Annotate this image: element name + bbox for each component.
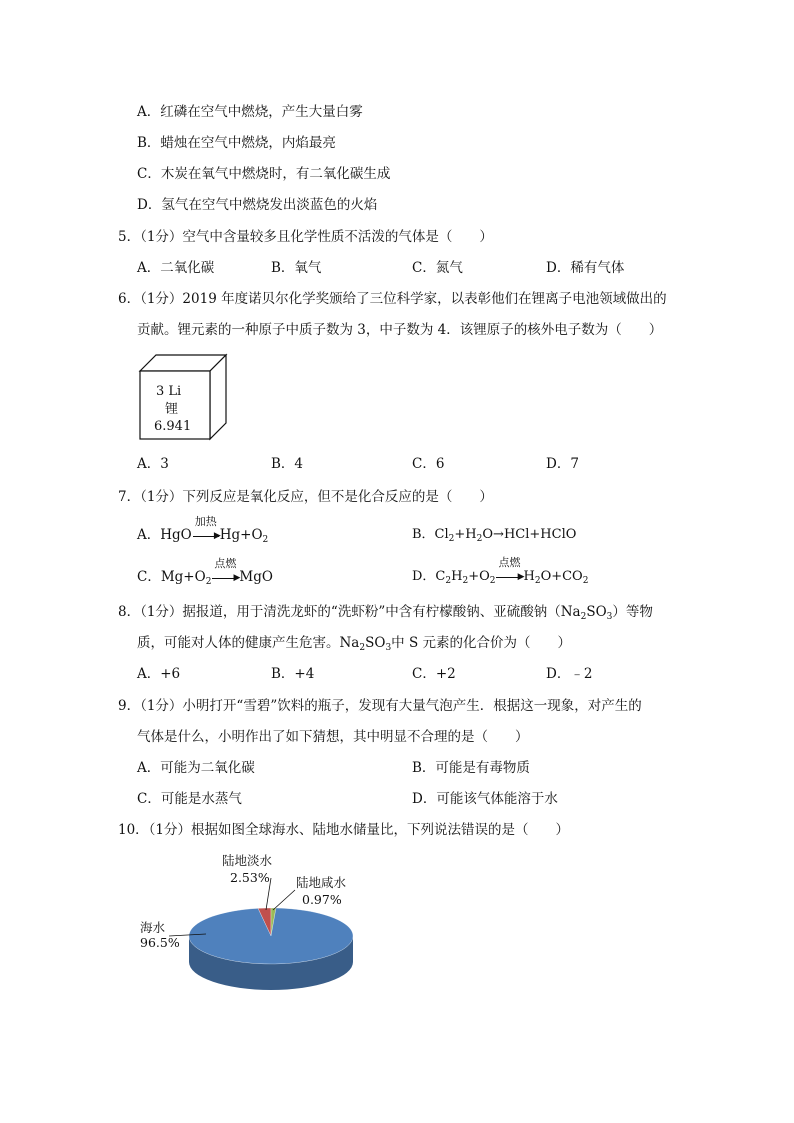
q8-option-a: A．+6 <box>137 666 181 682</box>
subscript: 2 <box>205 577 212 587</box>
subscript: 2 <box>445 576 452 586</box>
q9-option-d: D．可能该气体能溶于水 <box>412 791 558 807</box>
q7-d-text: H <box>523 569 535 584</box>
q7-b-text: B．Cl <box>412 527 449 542</box>
q8-stem-line2 <box>137 633 571 658</box>
subscript: 2 <box>476 534 483 544</box>
q6-option-a: A．3 <box>137 456 169 472</box>
arrow-icon: → <box>493 527 504 542</box>
q8-text: 中 S 元素的化合价为（ ） <box>391 635 572 651</box>
subscript: 2 <box>534 576 541 586</box>
q8-text: SO <box>586 604 607 620</box>
q8-text: ）等物 <box>612 604 653 620</box>
q8-text: SO <box>365 635 386 651</box>
q7-b-text: +H <box>454 527 477 542</box>
reaction-arrow: 点燃 ▶ <box>214 556 241 583</box>
q7-d-text: D．C <box>412 569 446 584</box>
subscript: 2 <box>262 535 269 545</box>
q6-option-b: B．4 <box>271 456 304 472</box>
q7-a-reactant: A．HgO <box>137 527 192 543</box>
q5-option-d: D．稀有气体 <box>546 260 625 276</box>
q6-option-c: C．6 <box>412 456 445 472</box>
q7-d-text: H <box>451 569 463 584</box>
label-sea-value: 96.5% <box>140 935 180 950</box>
q5-option-a: A．二氧化碳 <box>137 260 215 276</box>
subscript: 2 <box>462 576 469 586</box>
q8-text: 8．（1分）据报道，用于清洗龙虾的“洗虾粉”中含有柠檬酸钠、亚硫酸钠（Na <box>118 604 581 620</box>
leader-line-salt <box>273 890 295 910</box>
q7-a-product: Hg+O <box>219 527 263 543</box>
subscript: 2 <box>489 576 496 586</box>
q7-stem: 7．（1分）下列反应是氧化反应，但不是化合反应的是（ ） <box>118 489 493 505</box>
q8-text: 质，可能对人体的健康产生危害。Na <box>137 635 360 651</box>
q6-stem-line2: 贡献。锂元素的一种原子中质子数为 3，中子数为 4．该锂原子的核外电子数为（ ） <box>137 322 663 338</box>
ignite-condition: 点燃 <box>498 555 521 569</box>
q7-b-product: HCl+HClO <box>503 527 577 542</box>
ignite-condition: 点燃 <box>214 556 237 570</box>
heat-condition: 加热 <box>194 514 217 528</box>
q9-option-c: C．可能是水蒸气 <box>137 791 242 807</box>
label-salt: 陆地咸水 <box>296 875 347 890</box>
q8-option-d: D．﹣2 <box>546 666 593 682</box>
label-fresh: 陆地淡水 <box>222 853 273 868</box>
element-name: 锂 <box>165 402 179 417</box>
q7-d-text: O+CO <box>540 569 583 584</box>
label-salt-value: 0.97% <box>302 892 342 907</box>
q6-stem-line1: 6．（1分）2019 年度诺贝尔化学奖颁给了三位科学家，以表彰他们在锂离子电池领域做出的 <box>118 291 667 307</box>
water-distribution-pie-chart <box>130 848 390 1008</box>
q5-option-c: C．氮气 <box>412 260 463 276</box>
q8-option-b: B．+4 <box>271 666 315 682</box>
q4-option-a: A．红磷在空气中燃烧，产生大量白雾 <box>137 104 363 120</box>
q7-option-b <box>412 525 576 549</box>
q8-option-c: C．+2 <box>412 666 456 682</box>
q9-stem-line1: 9．（1分）小明打开“雪碧”饮料的瓶子，发现有大量气泡产生．根据这一现象，对产生的 <box>118 698 642 714</box>
q7-option-d <box>412 555 589 591</box>
q9-option-b: B．可能是有毒物质 <box>412 760 530 776</box>
element-number-symbol: 3 Li <box>156 384 182 399</box>
q7-c-reactant: C．Mg+O <box>137 569 206 585</box>
subscript: 2 <box>582 576 589 586</box>
subscript: 3 <box>385 643 392 653</box>
q7-b-text: O <box>482 527 494 542</box>
subscript: 2 <box>448 534 455 544</box>
q9-stem-line2: 气体是什么，小明作出了如下猜想，其中明显不合理的是（ ） <box>137 729 529 745</box>
q5-option-b: B．氧气 <box>271 260 322 276</box>
subscript: 2 <box>359 643 366 653</box>
q9-option-a: A．可能为二氧化碳 <box>137 760 255 776</box>
q6-option-d: D．7 <box>546 456 579 472</box>
subscript: 2 <box>580 612 587 622</box>
reaction-arrow: 加热 ▶ <box>194 514 221 541</box>
subscript: 3 <box>606 612 613 622</box>
element-mass: 6.941 <box>154 419 192 434</box>
label-sea: 海水 <box>140 920 166 935</box>
label-fresh-value: 2.53% <box>230 870 270 885</box>
q4-option-c: C．木炭在氧气中燃烧时，有二氧化碳生成 <box>137 166 391 182</box>
q4-option-d: D．氢气在空气中燃烧发出淡蓝色的火焰 <box>137 197 378 213</box>
q5-stem: 5．（1分）空气中含量较多且化学性质不活泼的气体是（ ） <box>118 229 493 245</box>
q7-c-product: MgO <box>239 569 273 585</box>
q4-option-b: B．蜡烛在空气中燃烧，内焰最亮 <box>137 135 336 151</box>
q7-option-c <box>137 556 273 592</box>
q7-option-a <box>137 514 269 550</box>
reaction-arrow: 点燃 ▶ <box>498 555 525 582</box>
q7-d-text: +O <box>468 569 490 584</box>
q10-stem: 10．（1分）根据如图全球海水、陆地水储量比，下列说法错误的是（ ） <box>118 822 570 838</box>
q8-stem-line1 <box>118 602 653 627</box>
